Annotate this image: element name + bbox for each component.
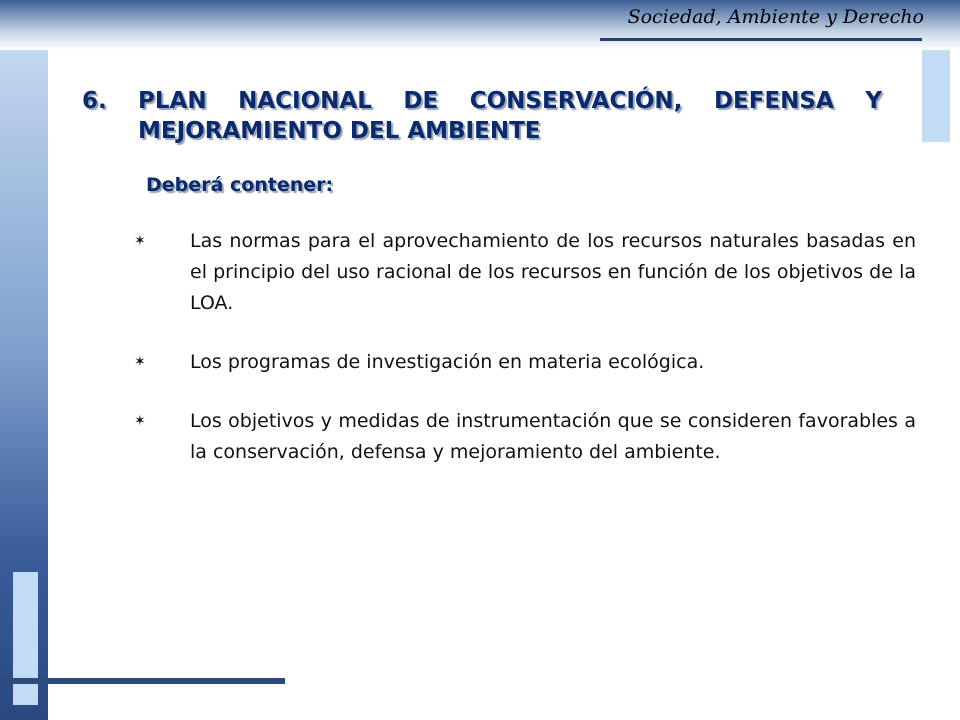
right-accent-block xyxy=(922,50,950,142)
bottom-decorative-bar xyxy=(0,678,285,684)
header-title: Sociedad, Ambiente y Derecho xyxy=(627,6,924,28)
left-light-stripe xyxy=(13,572,38,705)
bullet-text: Los objetivos y medidas de instrumentación que se consideren favorables a la conservación, defensa y mejoramiento del ambiente. xyxy=(190,410,916,463)
list-item xyxy=(134,406,916,468)
section-title-text: PLAN NACIONAL DE CONSERVACIÓN, DEFENSA Y MEJORAMIENTO DEL AMBIENTE xyxy=(138,88,882,144)
star-icon: ✶ xyxy=(134,233,146,249)
star-icon: ✶ xyxy=(134,413,146,429)
list-item xyxy=(134,347,916,378)
star-icon: ✶ xyxy=(134,354,146,370)
bullet-text: Los programas de investigación en materia ecológica. xyxy=(190,351,705,373)
subtitle: Deberá contener: xyxy=(146,174,334,196)
list-item xyxy=(134,226,916,319)
slide-title xyxy=(82,86,882,146)
header-rule xyxy=(600,38,922,41)
section-number: 6. xyxy=(82,88,107,114)
bullet-list xyxy=(134,226,916,468)
bullet-text: Las normas para el aprovechamiento de los recursos naturales basadas en el principio del uso racional de los recursos en función de los objetivos de la LOA. xyxy=(190,230,916,314)
